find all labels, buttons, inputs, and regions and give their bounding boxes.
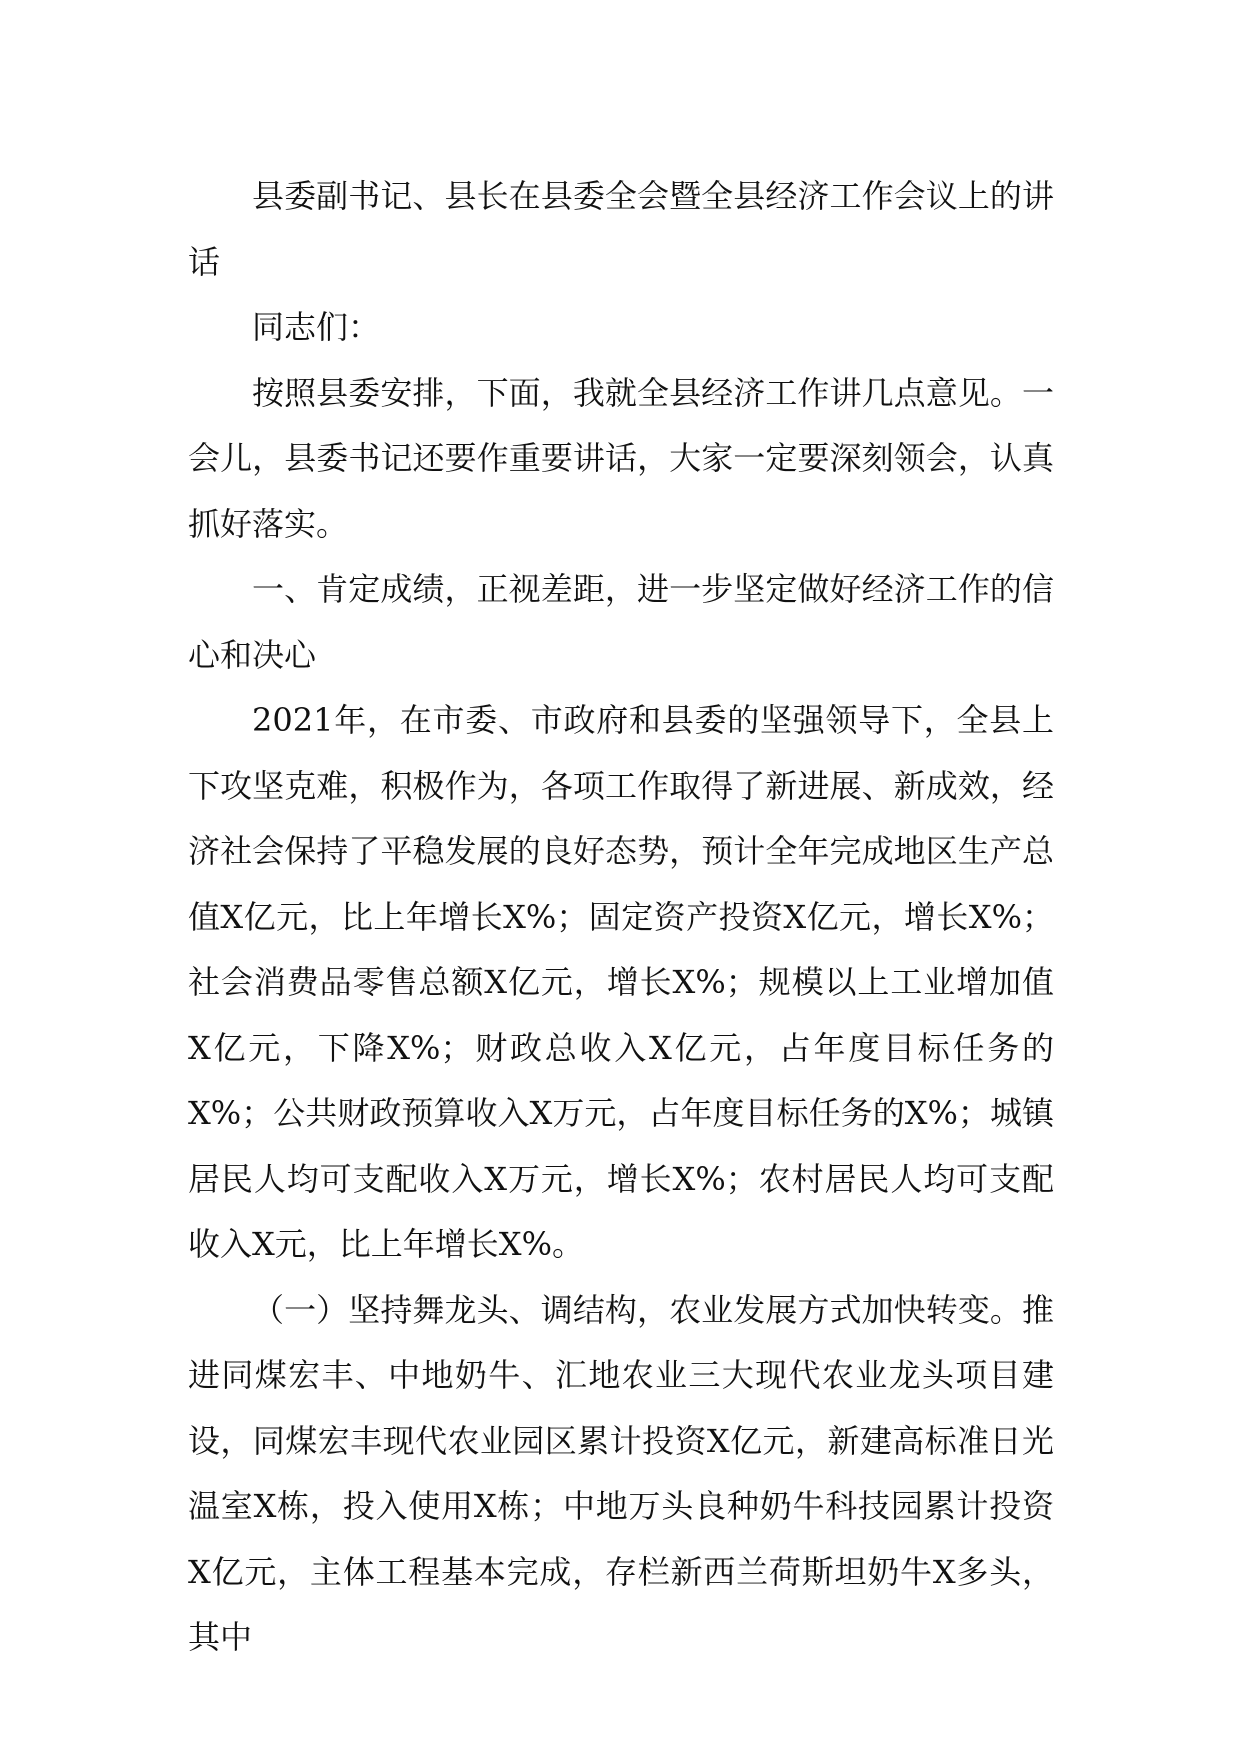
intro-paragraph: 按照县委安排，下面，我就全县经济工作讲几点意见。一会儿，县委书记还要作重要讲话，大家一定要深刻领会，认真抓好落实。: [188, 373, 1054, 543]
document-body: [188, 164, 1054, 1671]
salutation: 同志们：: [252, 308, 381, 346]
document-title: 县委副书记、县长在县委全会暨全县经济工作会议上的讲话: [188, 177, 1054, 281]
section-heading-1: 一、肯定成绩，正视差距，进一步坚定做好经济工作的信心和决心: [188, 570, 1054, 674]
paragraph-2021-summary: 2021年，在市委、市政府和县委的坚强领导下，全县上下攻坚克难，积极作为，各项工作取得了新进展、新成效，经济社会保持了平稳发展的良好态势，预计全年完成地区生产总值X亿元，比上年增长X%；固定资产投资X亿元，增长X%；社会消费品零售总额X亿元，增长X%；规模以上工业增加值X亿元，下降X%；财政总收入X亿元，占年度目标任务的X%；公共财政预算收入X万元，占年度目标任务的X%；城镇居民人均可支配收入X万元，增长X%；农村居民人均可支配收入X元，比上年增长X%。: [188, 701, 1054, 1263]
subsection-heading-1: （一）坚持舞龙头、调结构，农业发展方式加快转变。推进同煤宏丰、中地奶牛、汇地农业三大现代农业龙头项目建设，同煤宏丰现代农业园区累计投资X亿元，新建高标准日光温室X栋，投入使用X栋；中地万头良种奶牛科技园累计投资X亿元，主体工程基本完成，存栏新西兰荷斯坦奶牛X多头，其中: [188, 1290, 1054, 1656]
